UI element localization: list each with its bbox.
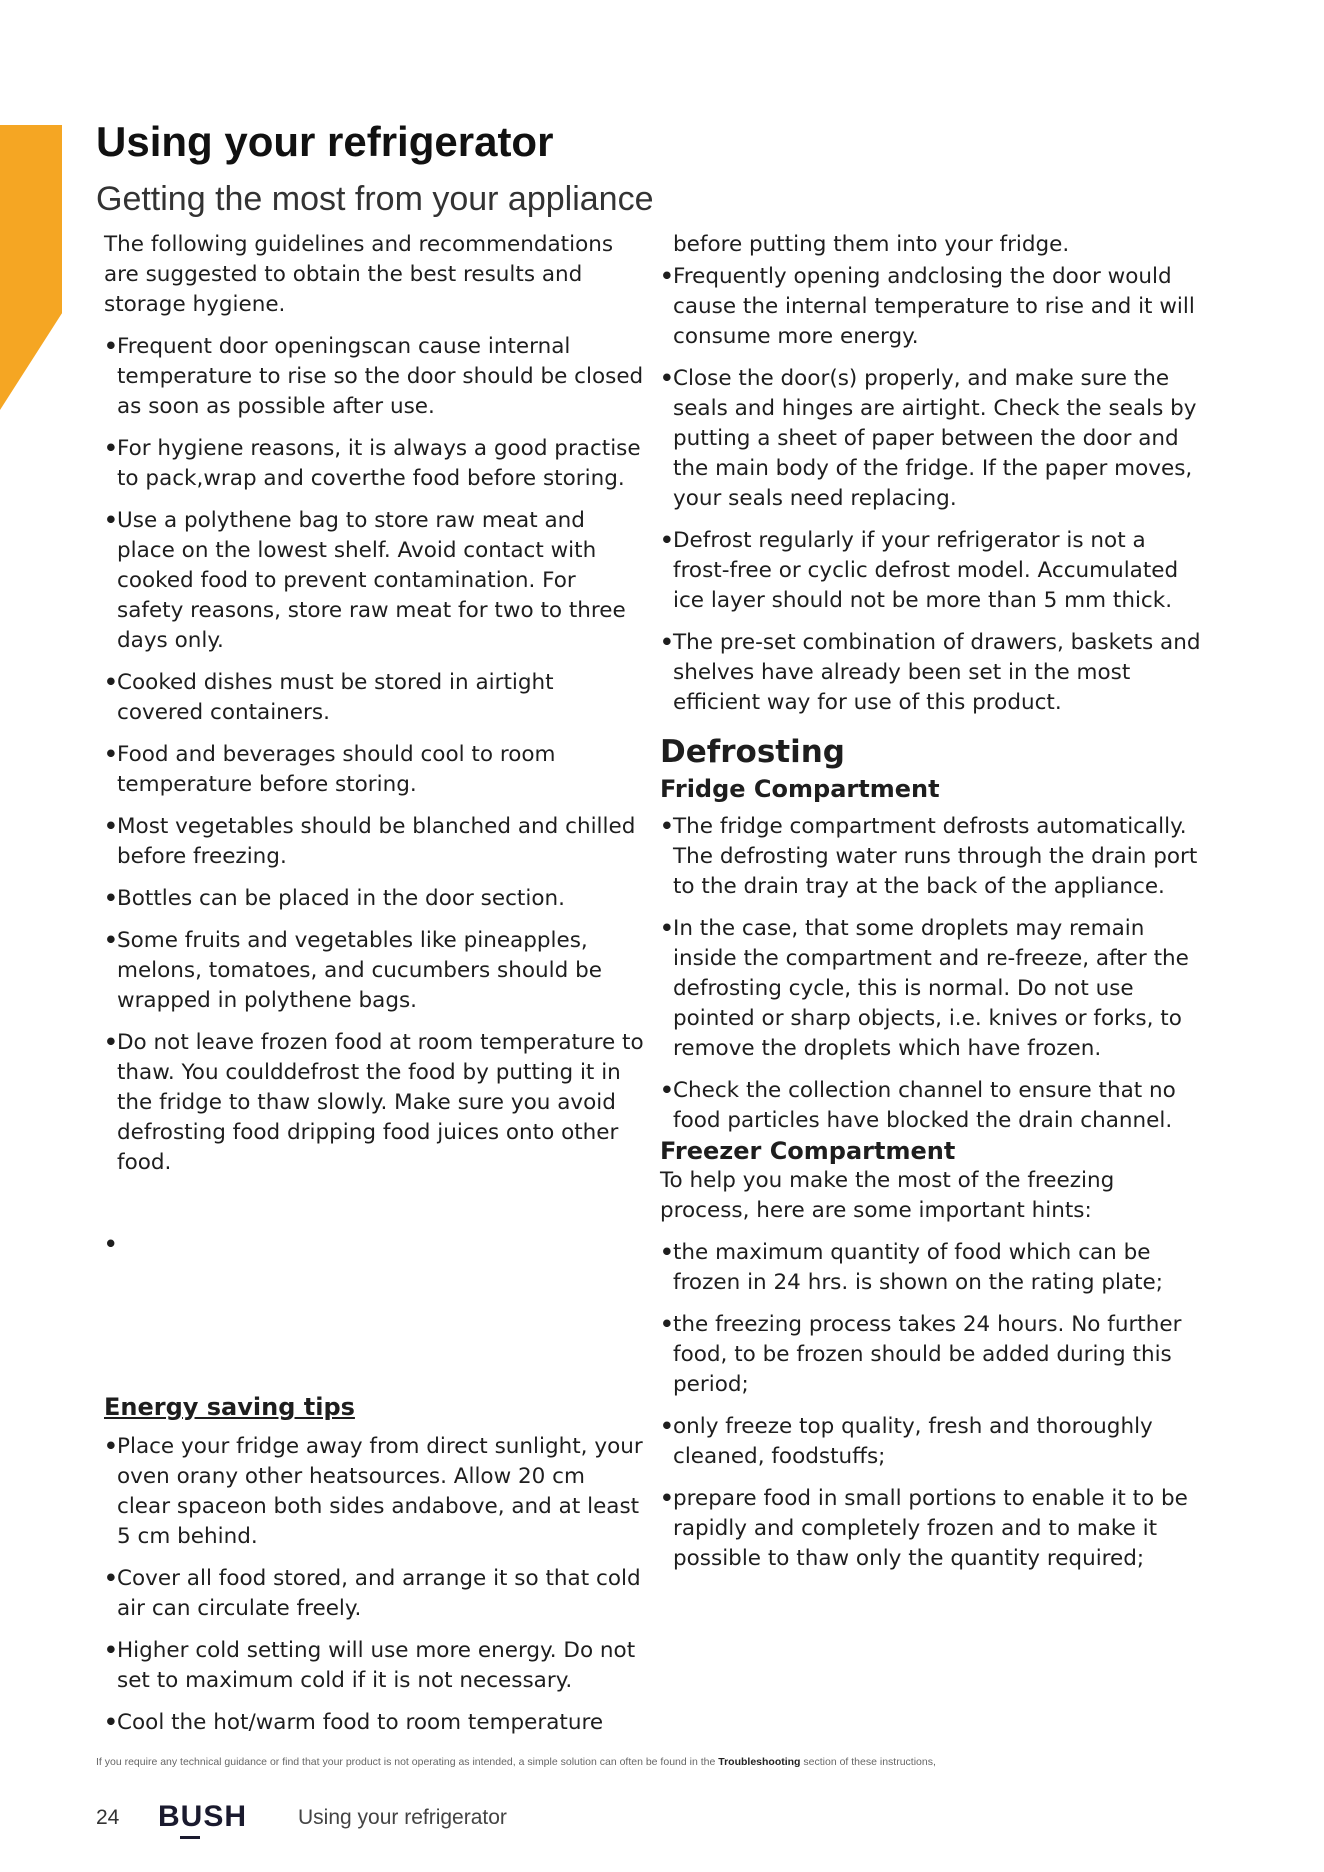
troubleshooting-note [96, 1756, 936, 1768]
freezer-compartment-heading: Freezer Compartment [660, 1137, 956, 1165]
list-item: • Cover all food stored, and arrange it so that cold air can circulate freely. [104, 1564, 644, 1624]
list-item: • the freezing process takes 24 hours. No further food, to be frozen should be added during this period; [660, 1310, 1205, 1400]
list-item: • Food and beverages should cool to room temperature before storing. [104, 740, 644, 800]
note-text-end: section of these instructions, [800, 1756, 936, 1768]
fridge-compartment-heading: Fridge Compartment [660, 775, 940, 803]
list-item: • Frequently opening andclosing the door would cause the internal temperature to rise and it will consume more energy. [660, 262, 1205, 352]
intro-paragraph: The following guidelines and recommendations are suggested to obtain the best results and storage hygiene. [104, 232, 614, 317]
list-item: • Some fruits and vegetables like pineapples, melons, tomatoes, and cucumbers should be wrapped in polythene bags. [104, 926, 644, 1016]
list-item: • Cooked dishes must be stored in airtight covered containers. [104, 668, 644, 728]
list-item: • Cool the hot/warm food to room temperature [104, 1708, 644, 1738]
freezer-intro: To help you make the most of the freezing process, here are some important hints: [660, 1168, 1115, 1223]
list-item: • Higher cold setting will use more energy. Do not set to maximum cold if it is not necessary. [104, 1636, 644, 1696]
list-item: • prepare food in small portions to enable it to be rapidly and completely frozen and to make it possible to thaw only the quantity required; [660, 1484, 1205, 1574]
energy-heading: Energy saving tips [104, 1393, 355, 1421]
logo-underline [180, 1836, 200, 1839]
list-item: • Bottles can be placed in the door section. [104, 884, 644, 914]
orange-corner-tab [0, 125, 62, 410]
list-item: • Use a polythene bag to store raw meat and place on the lowest shelf. Avoid contact with cooked food to prevent contamination. For safety reasons, store raw meat for two to three days only. [104, 506, 644, 656]
list-item: • In the case, that some droplets may remain inside the compartment and re-freeze, after the defrosting cycle, this is normal. Do not use pointed or sharp objects, i.e. knives or forks, to remove the droplets which have frozen. [660, 914, 1205, 1064]
page-subtitle: Getting the most from your appliance [96, 180, 654, 218]
page-number: 24 [96, 1806, 120, 1829]
list-item: • The fridge compartment defrosts automatically. The defrosting water runs through the drain port to the drain tray at the back of the appliance. [660, 812, 1205, 902]
troubleshooting-link-text: Troubleshooting [718, 1756, 801, 1768]
list-item: • For hygiene reasons, it is always a good practise to pack,wrap and coverthe food before storing. [104, 434, 644, 494]
defrosting-heading: Defrosting [660, 734, 845, 770]
list-item: • Most vegetables should be blanched and chilled before freezing. [104, 812, 644, 872]
list-item: • Do not leave frozen food at room temperature to thaw. You coulddefrost the food by putting it in the fridge to thaw slowly. Make sure you avoid defrosting food dripping food juices onto other food. [104, 1028, 644, 1178]
list-item: • The pre-set combination of drawers, baskets and shelves have already been set in the most efficient way for use of this product. [660, 628, 1205, 718]
right-column [660, 230, 1205, 1586]
list-item: • Frequent door openingscan cause internal temperature to rise so the door should be closed as soon as possible after use. [104, 332, 644, 422]
list-item: • Check the collection channel to ensure that no food particles have blocked the drain channel. [660, 1076, 1205, 1136]
empty-bullet: • [104, 1232, 118, 1256]
list-item: • Defrost regularly if your refrigerator is not a frost-free or cyclic defrost model. Accumulated ice layer should not be more than 5 mm thick. [660, 526, 1205, 616]
continuation-text: before putting them into your fridge. [673, 232, 1070, 257]
list-item: • the maximum quantity of food which can be frozen in 24 hrs. is shown on the rating plate; [660, 1238, 1205, 1298]
list-item: • only freeze top quality, fresh and thoroughly cleaned, foodstuffs; [660, 1412, 1205, 1472]
bush-logo: BUSH [158, 1800, 248, 1833]
footer-section-name: Using your refrigerator [298, 1806, 507, 1829]
left-column [104, 230, 644, 1190]
page-title: Using your refrigerator [96, 118, 554, 165]
energy-saving-section [104, 1392, 644, 1750]
note-text: If you require any technical guidance or find that your product is not operating as intended, a simple solution can often be found in the [96, 1756, 719, 1768]
list-item: • Close the door(s) properly, and make sure the seals and hinges are airtight. Check the seals by putting a sheet of paper between the door and the main body of the fridge. If the paper moves, your seals need replacing. [660, 364, 1205, 514]
list-item: • Place your fridge away from direct sunlight, your oven orany other heatsources. Allow 20 cm clear spaceon both sides andabove, and at least 5 cm behind. [104, 1432, 644, 1552]
